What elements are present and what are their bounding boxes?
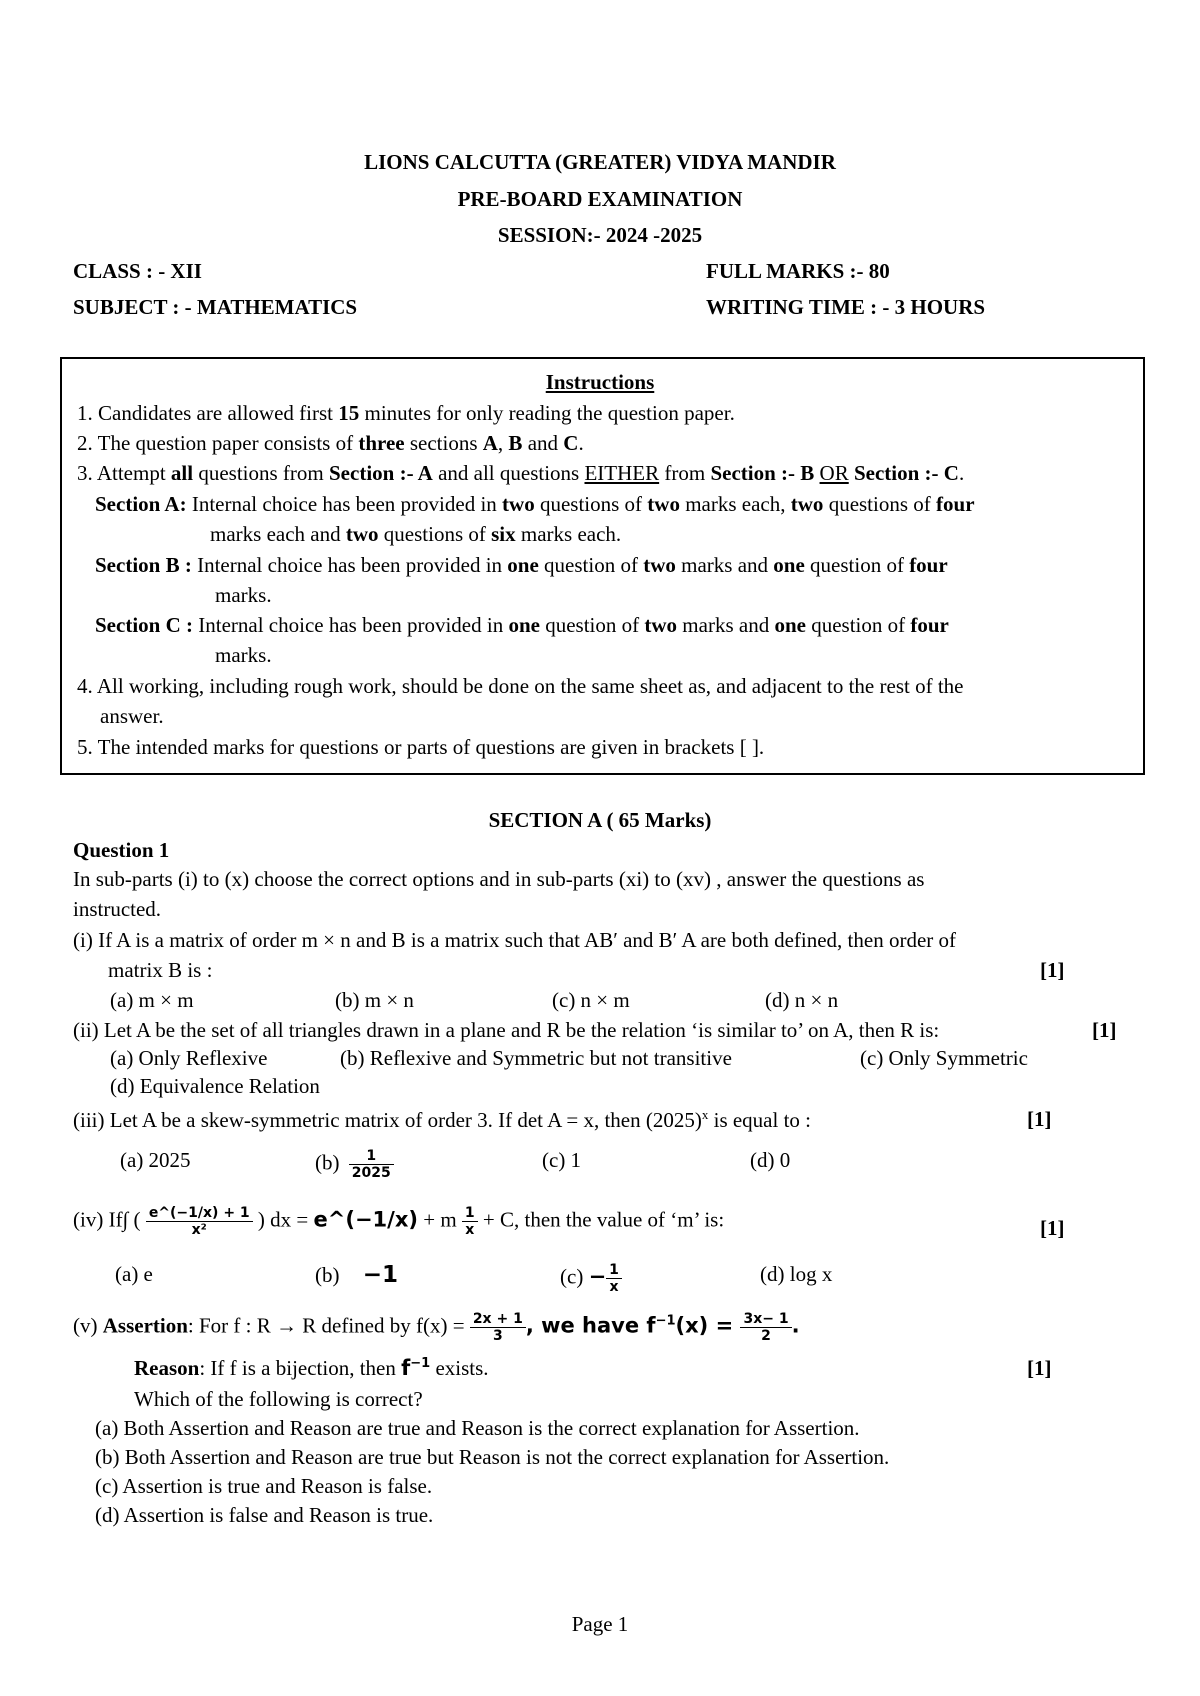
q1-ii-marks: [1] — [1092, 1018, 1117, 1042]
exam-title: PRE-BOARD EXAMINATION — [457, 187, 743, 211]
q1-v-option-d: (d) Assertion is false and Reason is true. — [95, 1503, 434, 1527]
writing-time: WRITING TIME : - 3 HOURS — [706, 295, 986, 319]
q1-ii-option-c: (c) Only Symmetric — [860, 1046, 1028, 1070]
q1-iii-marks: [1] — [1027, 1107, 1052, 1131]
q1-iv-rhs-fraction: $\frac{1}{x}$ — [462, 1205, 478, 1238]
instruction-3: 3. Attempt all questions from Section :- A and all questions EITHER from Section :- B OR Section :- C. — [77, 461, 965, 485]
q1-v-reason: Reason: If f is a bijection, then $f^{-1}$ exists. — [134, 1356, 489, 1380]
section-a-note: Section A: Internal choice has been provided in two questions of two marks each, two questions of four — [95, 492, 975, 516]
instruction-2: 2. The question paper consists of three sections A, B and C. — [77, 431, 584, 455]
q1-iii-option-d: (d) 0 — [750, 1148, 791, 1172]
q1-i-marks: [1] — [1040, 958, 1065, 982]
q1-iii-option-a: (a) 2025 — [120, 1148, 191, 1172]
instruction-1: 1. Candidates are allowed first 15 minutes for only reading the question paper. — [77, 401, 735, 425]
question-1-intro-cont: instructed. — [73, 897, 162, 921]
school-name: LIONS CALCUTTA (GREATER) VIDYA MANDIR — [364, 150, 836, 174]
q1-v-option-a: (a) Both Assertion and Reason are true and Reason is the correct explanation for Assertion. — [95, 1416, 860, 1440]
section-b-note: Section B : Internal choice has been provided in one question of two marks and one question of four — [95, 553, 948, 577]
q1-i-option-b: (b) m × n — [335, 988, 414, 1012]
q1-v-assertion: (v) Assertion: For f : R → R defined by f(x) = $\frac{2x + 1}{3}$ , we have $f^{-1}(x)$ = $\frac{3x- 1}{2}$ . — [73, 1311, 800, 1344]
question-1-title: Question 1 — [73, 838, 170, 862]
instructions-title: Instructions — [545, 370, 655, 394]
q1-v-option-b: (b) Both Assertion and Reason are true but Reason is not the correct explanation for Assertion. — [95, 1445, 890, 1469]
q1-iii-option-b: (b) $\frac{1}{2025}$ — [315, 1148, 394, 1181]
q1-ii-option-d: (d) Equivalence Relation — [110, 1074, 320, 1098]
q1-v-option-c: (c) Assertion is true and Reason is false. — [95, 1474, 433, 1498]
q1-v-marks: [1] — [1027, 1356, 1052, 1380]
q1-i-text-cont: matrix B is : — [108, 958, 213, 982]
q1-ii-option-a: (a) Only Reflexive — [110, 1046, 268, 1070]
instruction-5: 5. The intended marks for questions or parts of questions are given in brackets [ ]. — [77, 735, 765, 759]
q1-iv-text: (iv) If∫ ( $\frac{e\^{}(-1/x) + 1}{\text{x²}}$ ) dx = e^(−1/x) + m $\frac{1}{x}$ + C, then the value of ‘m’ is: — [73, 1205, 725, 1238]
session: SESSION:- 2024 -2025 — [497, 223, 703, 247]
section-b-note-2: marks. — [215, 583, 272, 607]
q1-v-f-fraction: $\frac{2x + 1}{3}$ — [470, 1311, 526, 1344]
section-c-note-2: marks. — [215, 643, 272, 667]
q1-iii-text: (iii) Let A be a skew-symmetric matrix of order 3. If det A = x, then $(2025)^x$ is equal to : — [73, 1107, 812, 1132]
section-c-note: Section C : Internal choice has been provided in one question of two marks and one question of four — [95, 613, 949, 637]
q1-iii-option-b-fraction: $\frac{1}{2025}$ — [349, 1148, 394, 1181]
section-a-title: SECTION A ( 65 Marks) — [488, 808, 712, 832]
q1-i-option-c: (c) n × m — [552, 988, 630, 1012]
q1-ii-text: (ii) Let A be the set of all triangles drawn in a plane and R be the relation ‘is similar to’ on A, then R is: — [73, 1018, 940, 1042]
page-number: Page 1 — [571, 1612, 629, 1636]
q1-iv-option-a: (a) e — [115, 1262, 153, 1286]
q1-iv-option-b: (b) −1 — [315, 1262, 399, 1288]
q1-iv-option-c: (c) − $\frac{1}{x}$ — [560, 1262, 622, 1295]
q1-i-option-a: (a) m × m — [110, 988, 194, 1012]
q1-ii-option-b: (b) Reflexive and Symmetric but not transitive — [340, 1046, 732, 1070]
q1-i-option-d: (d) n × n — [765, 988, 839, 1012]
full-marks: FULL MARKS :- 80 — [706, 259, 890, 283]
question-1-intro: In sub-parts (i) to (x) choose the correct options and in sub-parts (xi) to (xv) , answer the questions as — [73, 867, 925, 891]
q1-i-text: (i) If A is a matrix of order m × n and B is a matrix such that AB′ and B′ A are both defined, then order of — [73, 928, 957, 952]
q1-v-inverse-fraction: $\frac{3x- 1}{2}$ — [740, 1311, 791, 1344]
q1-iv-integrand-fraction: $\frac{e\^{}(-1/x) + 1}{\text{x²}}$ — [146, 1205, 253, 1238]
instruction-4: 4. All working, including rough work, should be done on the same sheet as, and adjacent to the rest of the — [77, 674, 964, 698]
q1-iv-option-c-fraction: $\frac{1}{x}$ — [606, 1262, 622, 1295]
class-label: CLASS : - XII — [73, 259, 202, 283]
q1-iii-option-c: (c) 1 — [542, 1148, 582, 1172]
subject-label: SUBJECT : - MATHEMATICS — [73, 295, 358, 319]
q1-iv-option-d: (d) log x — [760, 1262, 833, 1286]
q1-v-prompt: Which of the following is correct? — [134, 1387, 423, 1411]
instruction-4-cont: answer. — [100, 704, 164, 728]
q1-iv-marks: [1] — [1040, 1216, 1065, 1240]
section-a-note-2: marks each and two questions of six marks each. — [210, 522, 622, 546]
